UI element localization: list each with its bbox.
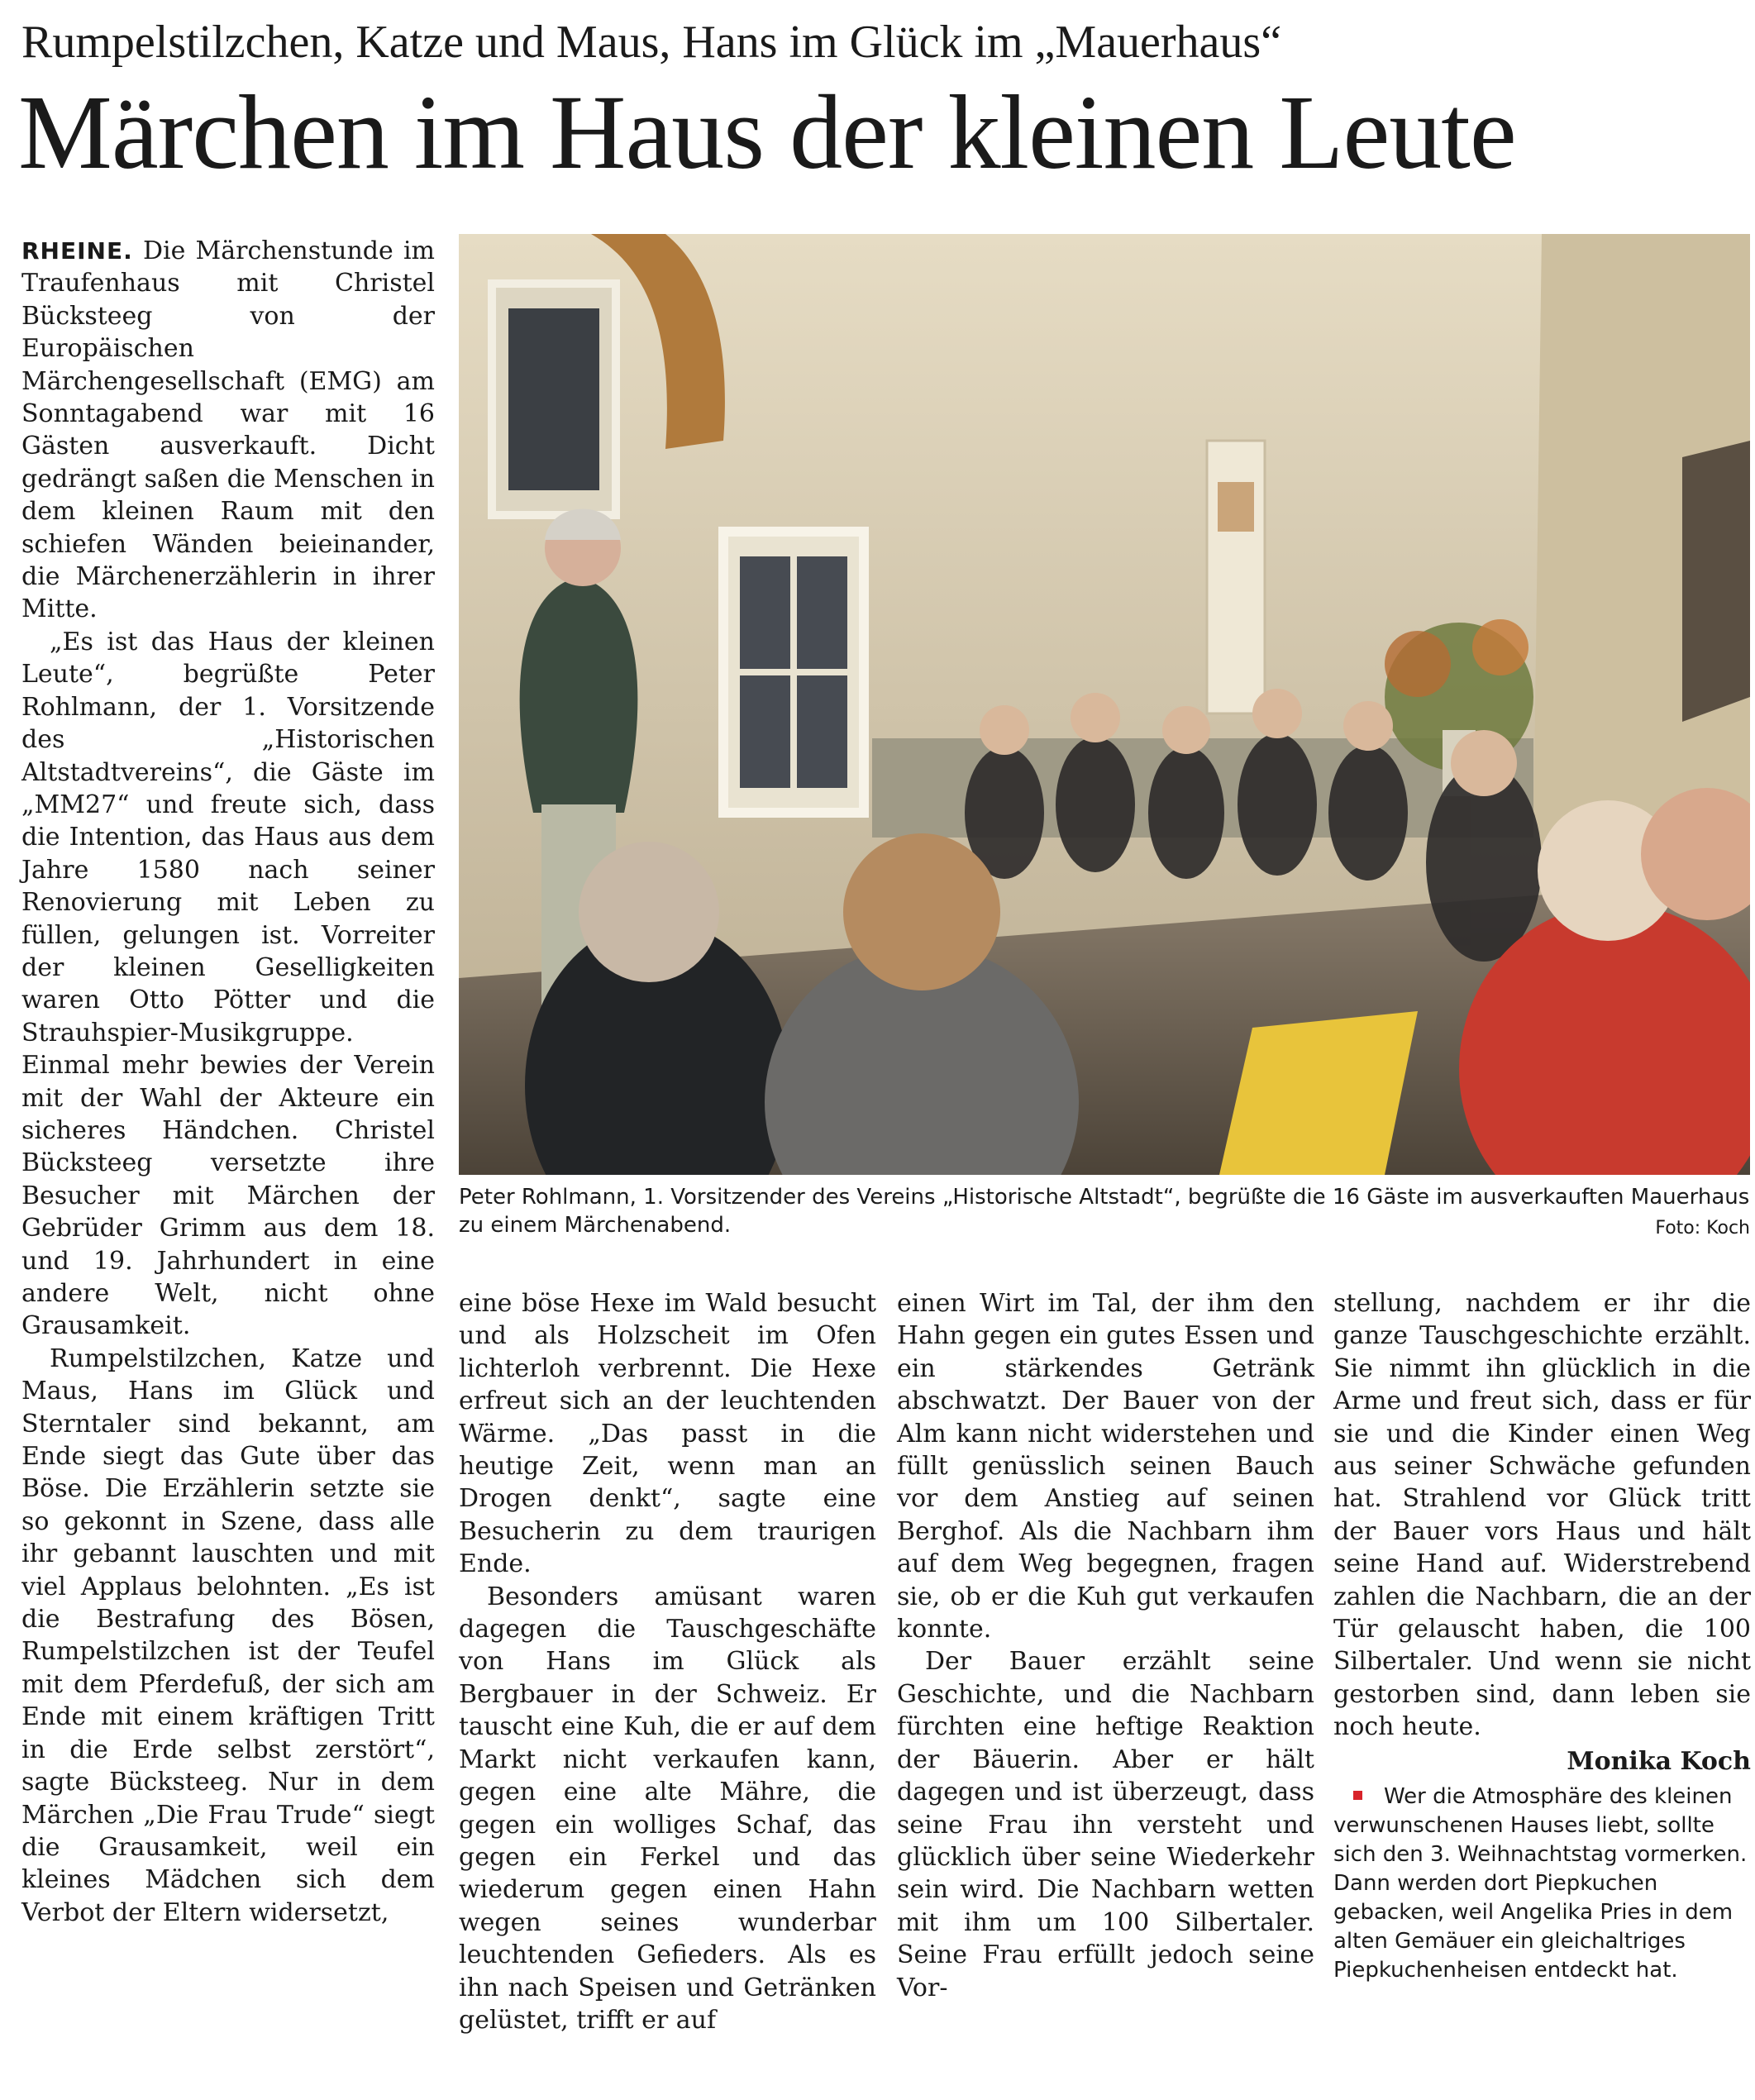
photo-credit: Foto: Koch	[1655, 1218, 1750, 1239]
article-paragraph-2: „Es ist das Haus der kleinen Leute“, begrüßte Peter Rohlmann, der 1. Vorsitzende des „Historischen Altstadtvereins“, die Gäste im „MM27“ und freute sich, dass die Intention, das Haus aus dem Jahre 1580 nach seiner Renovierung mit Leben zu füllen, gelungen ist. Vorreiter der kleinen Geselligkeiten waren Otto Pötter und die Strauhspier-Musikgruppe. Einmal mehr bewies der Verein mit der Wahl der Akteure ein sicheres Händchen. Christel Bücksteeg versetzte ihre Besucher mit Märchen der Gebrüder Grimm aus dem 18. und 19. Jahrhundert in eine andere Welt, nicht ohne Grausamkeit.	[21, 627, 435, 1341]
article-headline: Märchen im Haus der kleinen Leute	[18, 74, 1516, 191]
photo-illustration	[459, 234, 1750, 1175]
article-kicker: Rumpelstilzchen, Katze und Maus, Hans im Glück im „Mauerhaus“	[21, 17, 1282, 68]
article-photo	[459, 234, 1750, 1175]
article-column-4	[1333, 1287, 1751, 2100]
article-column-1	[21, 235, 435, 2100]
article-paragraph-7: Der Bauer erzählt seine Geschichte, und die Nachbarn fürchten eine heftige Reaktion der Bäuerin. Aber er hält dagegen und ist überzeugt, dass seine Frau ihn versteht und glücklich über seine Wiederkehr sein wird. Die Nachbarn wetten mit ihm um 100 Silbertaler. Seine Frau erfüllt jedoch seine Vor-	[897, 1647, 1314, 2002]
bullet-square-icon	[1353, 1791, 1362, 1800]
article-paragraph-3: Rumpelstilzchen, Katze und Maus, Hans im Glück und Sterntaler sind bekannt, am Ende siegt das Gute über das Böse. Die Erzählerin setzte sie so gekonnt in Szene, dass alle ihr gebannt lauschten und mit viel Applaus belohnten. „Es ist die Bestrafung des Bösen, Rumpelstilzchen ist der Teufel mit dem Pferdefuß, der sich am Ende mit einem kräftigen Tritt in die Erde selbst zerstört“, sagte Bücksteeg. Nur in dem Märchen „Die Frau Trude“ siegt die Grausamkeit, weil ein kleines Mädchen sich dem Verbot der Eltern widersetzt,	[21, 1344, 435, 1927]
article-paragraph-5: Besonders amüsant waren dagegen die Tauschgeschäfte von Hans im Glück als Bergbauer in der Schweiz. Er tauscht eine Kuh, die er auf dem Markt nicht verkaufen kann, gegen eine alte Mähre, die gegen ein wolliges Schaf, das gegen ein Ferkel und das wiederum gegen einen Hahn wegen seines wunderbar leuchtenden Gefieders. Als es ihn nach Speisen und Getränken gelüstet, trifft er auf	[459, 1582, 876, 2035]
author-byline: Monika Koch	[1567, 1746, 1751, 1776]
paragraph-1-text: Die Märchenstunde im Traufenhaus mit Christel Bücksteeg von der Europäischen Märchengesellschaft (EMG) am Sonntagabend war mit 16 Gästen ausverkauft. Dicht gedrängt saßen die Menschen in dem kleinen Raum mit den schiefen Wänden beieinander, die Märchenerzählerin in ihrer Mitte.	[21, 236, 435, 624]
article-paragraph-4: eine böse Hexe im Wald besucht und als Holzscheit im Ofen lichterloh verbrennt. Die Hexe erfreut sich an der leuchtenden Wärme. „Das passt in die heutige Zeit, wenn man an Drogen denkt“, sagte eine Besucherin zu dem traurigen Ende.	[459, 1289, 876, 1579]
info-note	[1333, 1783, 1751, 1985]
article-paragraph-6: einen Wirt im Tal, der ihm den Hahn gegen ein gutes Essen und ein stärkendes Getränk abschwatzt. Der Bauer von der Alm kann nicht widerstehen und füllt genüsslich seinen Bauch vor dem Anstieg auf seinen Berghof. Als die Nachbarn ihm auf dem Weg begegnen, fragen sie, ob er die Kuh gut verkaufen konnte.	[897, 1289, 1314, 1644]
article-paragraph-8: stellung, nachdem er ihr die ganze Tauschgeschichte erzählt. Sie nimmt ihn glücklich in die Arme und freut sich, dass er für sie und die Kinder einen Weg aus seiner Schwäche gefunden hat. Strahlend vor Glück tritt der Bauer vors Haus und hält seine Hand auf. Widerstrebend zahlen die Nachbarn, die an der Tür gelauscht haben, die 100 Silbertaler. Und wenn sie nicht gestorben sind, dann leben sie noch heute.	[1333, 1289, 1751, 1742]
article-column-3	[897, 1287, 1314, 2100]
article-column-2	[459, 1287, 876, 2100]
article-paragraph-1	[21, 235, 435, 626]
info-note-text: Wer die Atmosphäre des kleinen verwunschenen Hauses liebt, sollte sich den 3. Weihnachtstag vormerken. Dann werden dort Piepkuchen gebacken, weil Angelika Pries in dem alten Gemäuer ein gleichaltriges Piepkuchenheisen entdeckt hat.	[1333, 1784, 1748, 1983]
photo-caption: Peter Rohlmann, 1. Vorsitzender des Vereins „Historische Altstadt“, begrüßte die 16 Gäste im ausverkauften Mauerhaus zu einem Märchenabend.	[459, 1185, 1750, 1238]
dateline: RHEINE.	[21, 237, 133, 265]
